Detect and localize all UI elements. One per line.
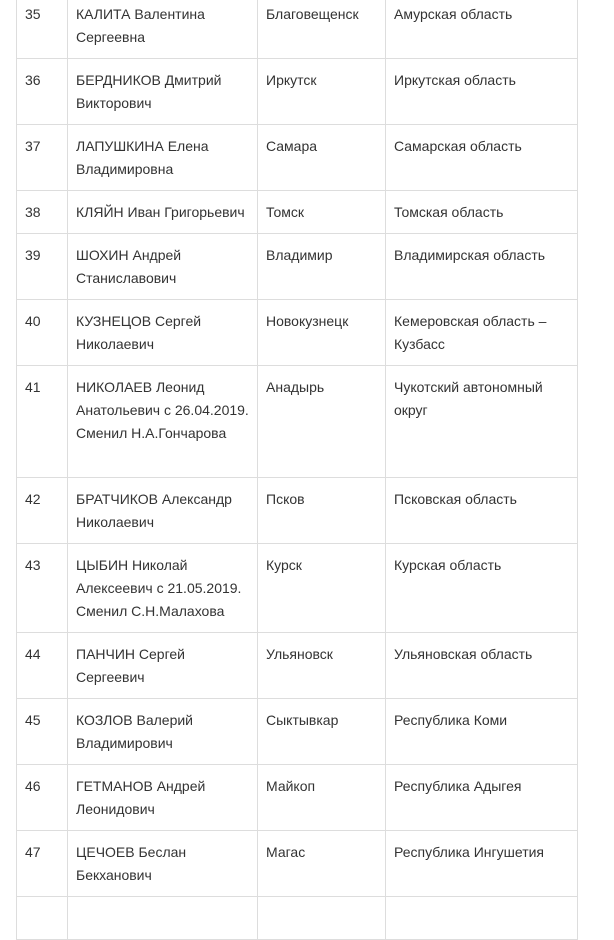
row-number-cell	[17, 897, 68, 940]
region-cell: Самарская область	[386, 125, 578, 191]
city-cell: Владимир	[258, 234, 386, 300]
region-cell: Кемеровская область – Кузбасс	[386, 300, 578, 366]
table-row	[17, 191, 578, 234]
region-cell: Республика Адыгея	[386, 765, 578, 831]
city-cell: Иркутск	[258, 59, 386, 125]
city-cell: Томск	[258, 191, 386, 234]
full-name-cell: ГЕТМАНОВ Андрей Леонидович	[68, 765, 258, 831]
row-number-cell: 38	[17, 191, 68, 234]
officials-table-body	[17, 0, 578, 940]
full-name-cell: ПАНЧИН Сергей Сергеевич	[68, 633, 258, 699]
row-number-cell: 43	[17, 544, 68, 633]
region-cell: Чукотский автономный округ	[386, 366, 578, 478]
row-number-cell: 35	[17, 0, 68, 59]
table-row	[17, 0, 578, 59]
table-row	[17, 765, 578, 831]
city-cell: Магас	[258, 831, 386, 897]
table-row	[17, 478, 578, 544]
table-row	[17, 544, 578, 633]
full-name-cell: ШОХИН Андрей Станиславович	[68, 234, 258, 300]
row-number-cell: 45	[17, 699, 68, 765]
full-name-cell: БЕРДНИКОВ Дмитрий Викторович	[68, 59, 258, 125]
region-cell: Республика Ингушетия	[386, 831, 578, 897]
city-cell: Ульяновск	[258, 633, 386, 699]
city-cell: Курск	[258, 544, 386, 633]
table-row	[17, 300, 578, 366]
city-cell: Сыктывкар	[258, 699, 386, 765]
region-cell: Псковская область	[386, 478, 578, 544]
row-number-cell: 41	[17, 366, 68, 478]
full-name-cell: НИКОЛАЕВ Леонид Анатольевич с 26.04.2019. Сменил Н.А.Гончарова	[68, 366, 258, 478]
row-number-cell: 47	[17, 831, 68, 897]
row-number-cell: 39	[17, 234, 68, 300]
region-cell: Республика Коми	[386, 699, 578, 765]
city-cell: Майкоп	[258, 765, 386, 831]
region-cell	[386, 897, 578, 940]
full-name-cell: КУЗНЕЦОВ Сергей Николаевич	[68, 300, 258, 366]
table-row	[17, 699, 578, 765]
full-name-cell: КОЗЛОВ Валерий Владимирович	[68, 699, 258, 765]
city-cell: Новокузнецк	[258, 300, 386, 366]
region-cell: Иркутская область	[386, 59, 578, 125]
full-name-cell	[68, 897, 258, 940]
city-cell	[258, 897, 386, 940]
region-cell: Курская область	[386, 544, 578, 633]
full-name-cell: БРАТЧИКОВ Александр Николаевич	[68, 478, 258, 544]
region-cell: Ульяновская область	[386, 633, 578, 699]
row-number-cell: 42	[17, 478, 68, 544]
table-row	[17, 831, 578, 897]
officials-table-container	[16, 0, 577, 940]
full-name-cell: ЛАПУШКИНА Елена Владимировна	[68, 125, 258, 191]
city-cell: Самара	[258, 125, 386, 191]
region-cell: Владимирская область	[386, 234, 578, 300]
table-row	[17, 59, 578, 125]
row-number-cell: 37	[17, 125, 68, 191]
full-name-cell: ЦЕЧОЕВ Беслан Бекханович	[68, 831, 258, 897]
table-row	[17, 234, 578, 300]
table-row	[17, 366, 578, 478]
table-row	[17, 125, 578, 191]
city-cell: Анадырь	[258, 366, 386, 478]
full-name-cell: КАЛИТА Валентина Сергеевна	[68, 0, 258, 59]
full-name-cell: ЦЫБИН Николай Алексеевич с 21.05.2019. Сменил С.Н.Малахова	[68, 544, 258, 633]
officials-table	[16, 0, 578, 940]
row-number-cell: 36	[17, 59, 68, 125]
region-cell: Амурская область	[386, 0, 578, 59]
row-number-cell: 44	[17, 633, 68, 699]
city-cell: Благовещенск	[258, 0, 386, 59]
city-cell: Псков	[258, 478, 386, 544]
row-number-cell: 46	[17, 765, 68, 831]
table-row	[17, 897, 578, 940]
row-number-cell: 40	[17, 300, 68, 366]
table-row	[17, 633, 578, 699]
full-name-cell: КЛЯЙН Иван Григорьевич	[68, 191, 258, 234]
region-cell: Томская область	[386, 191, 578, 234]
